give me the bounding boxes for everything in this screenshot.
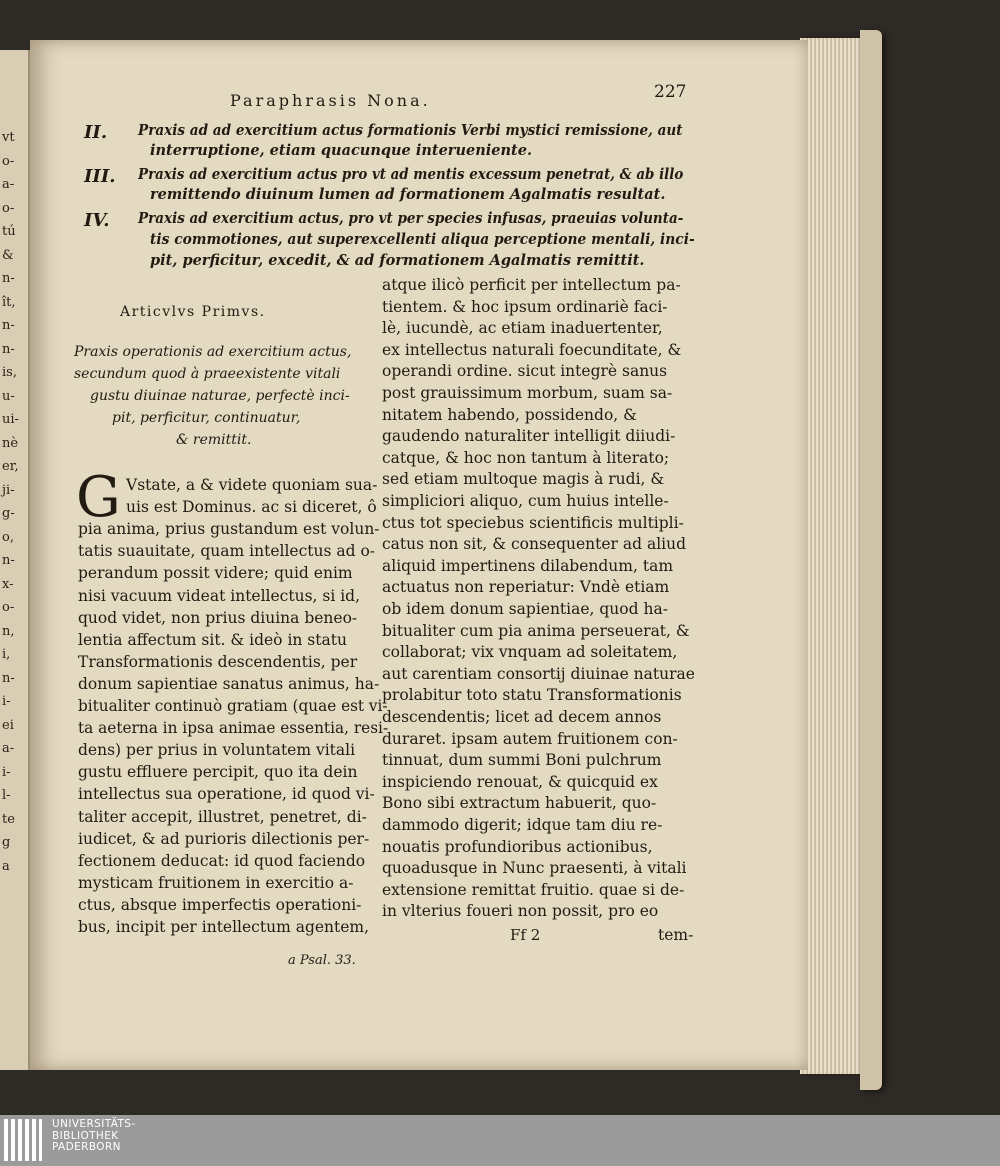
left-page-fragment: n-: [2, 341, 15, 357]
left-page-fragment: n,: [2, 623, 15, 639]
right-column-line: nitatem habendo, possidendo, &: [382, 405, 637, 424]
left-page-fragment: &: [2, 247, 14, 263]
article-subtitle-line: gustu diuinae naturae, perfectè inci-: [90, 388, 350, 404]
left-column-line: fectionem deducat: id quod faciendo: [78, 851, 366, 870]
drop-cap: G: [76, 465, 121, 530]
right-column-line: simpliciori aliquo, cum huius intelle-: [382, 492, 669, 510]
left-column-line: iudicet, & ad purioris dilectionis per-: [78, 829, 370, 848]
page-edges: [800, 38, 862, 1074]
left-page-fragment: nè: [2, 435, 19, 451]
list-number: III.: [84, 166, 116, 187]
library-logo-text: [52, 1119, 136, 1154]
right-column-line: catque, & hoc non tantum à literato;: [382, 448, 670, 467]
right-column-line: descendentis; licet ad decem annos: [382, 708, 662, 726]
left-column-line: gustu effluere percipit, quo ita dein: [78, 763, 358, 782]
right-column-line: tientem. & hoc ipsum ordinariè faci-: [382, 297, 668, 316]
left-page-fragment: i-: [2, 694, 11, 709]
article-heading: Articvlvs Primvs.: [120, 304, 266, 320]
left-page-fragment: i,: [2, 647, 11, 662]
left-column-line: ta aeterna in ipsa animae essentia, resi-: [78, 719, 389, 738]
right-column-line: extensione remittat fruitio. quae si de-: [382, 880, 685, 899]
left-page-fragment: ît,: [2, 294, 16, 310]
left-page-fragment: a: [2, 858, 10, 874]
left-page-edge: [0, 50, 30, 1070]
left-page-fragment: o,: [2, 529, 14, 545]
left-column-line: taliter accepit, illustret, penetret, di-: [78, 807, 367, 826]
library-logo-icon: [4, 1119, 46, 1161]
list-text: remittendo diuinum lumen ad formationem Agalmatis resultat.: [150, 186, 666, 203]
list-number: IV.: [84, 210, 110, 231]
left-page-fragment: n-: [2, 553, 15, 568]
left-column-line: lentia affectum sit. & ideò in statu: [78, 630, 347, 649]
running-title: Paraphrasis Nona.: [230, 91, 431, 110]
right-column-line: Bono sibi extractum habuerit, quo-: [382, 794, 657, 813]
left-page-fragment: ji-: [2, 482, 15, 498]
library-name-line1: UNIVERSITÄTS-: [52, 1118, 136, 1130]
list-number: II.: [84, 122, 108, 143]
left-page-fragment: n-: [2, 670, 15, 686]
left-page-fragment: o-: [2, 200, 15, 216]
right-column-line: catus non sit, & consequenter ad aliud: [382, 535, 687, 554]
left-column-line: quod videt, non prius diuina beneo-: [78, 608, 358, 627]
left-page-fragment: g-: [2, 506, 15, 521]
list-text: pit, perficitur, excedit, & ad formationem Agalmatis remittit.: [150, 252, 645, 269]
right-column-line: quoadusque in Nunc praesenti, à vitali: [382, 859, 687, 878]
right-column-line: prolabitur toto statu Transformationis: [382, 686, 682, 705]
article-subtitle-line: & remittit.: [176, 432, 252, 448]
left-page-fragment: u-: [2, 388, 15, 404]
left-page-fragment: n-: [2, 318, 15, 333]
right-column-line: aliquid impertinens dilabendum, tam: [382, 556, 674, 575]
right-column-line: post grauissimum morbum, suam sa-: [382, 384, 673, 402]
right-column-line: gaudendo naturaliter intelligit diiudi-: [382, 427, 676, 446]
library-footer: [0, 1115, 1000, 1166]
left-page-fragment: a-: [2, 741, 15, 756]
left-page-fragment: o-: [2, 153, 15, 169]
list-text: Praxis ad exercitium actus pro vt ad mentis excessum penetrat, & ab illo: [138, 166, 684, 183]
library-name-line2: BIBLIOTHEK: [52, 1129, 119, 1142]
right-column-line: ob idem donum sapientiae, quod ha-: [382, 600, 668, 618]
left-page-fragment: ei: [2, 717, 14, 733]
list-text: tis commotiones, aut superexcellenti aliqua perceptione mentali, inci-: [150, 231, 695, 248]
signature-mark: Ff 2: [510, 926, 541, 944]
page-number: 227: [654, 82, 687, 102]
left-column-line: uis est Dominus. ac si diceret, ô: [126, 498, 377, 517]
catchword: tem-: [658, 926, 694, 944]
left-column-line: bitualiter continuò gratiam (quae est vi-: [78, 697, 388, 715]
right-column-line: dammodo digerit; idque tam diu re-: [382, 816, 663, 834]
left-column-line: Vstate, a & videte quoniam sua-: [126, 476, 378, 494]
left-column-line: Transformationis descendentis, per: [78, 652, 358, 671]
right-column-line: collaborat; vix vnquam ad soleitatem,: [382, 643, 678, 662]
list-text: Praxis ad ad exercitium actus formationis Verbi mystici remissione, aut: [138, 122, 683, 139]
left-page-fragment: x-: [2, 576, 14, 592]
left-column-line: nisi vacuum videat intellectus, si id,: [78, 586, 361, 605]
right-column-line: tinnuat, dum summi Boni pulchrum: [382, 751, 662, 770]
right-column-line: ex intellectus naturali foecunditate, &: [382, 340, 682, 359]
right-column-line: bitualiter cum pia anima perseuerat, &: [382, 621, 690, 640]
left-column-line: perandum possit videre; quid enim: [78, 564, 353, 583]
left-page-fragment: vt: [2, 130, 15, 145]
left-column-line: mysticam fruitionem in exercitio a-: [78, 873, 354, 892]
right-column-line: actuatus non reperiatur: Vndè etiam: [382, 578, 670, 597]
left-column-line: tatis suauitate, quam intellectus ad o-: [78, 542, 376, 561]
book-page: [30, 40, 808, 1070]
right-column-line: inspiciendo renouat, & quicquid ex: [382, 772, 658, 791]
book-cover-edge: [860, 30, 882, 1090]
library-name-line3: PADERBORN: [52, 1141, 121, 1154]
article-subtitle-line: pit, perficitur, continuatur,: [112, 410, 301, 426]
left-page-fragment: o-: [2, 600, 15, 615]
right-column-line: lè, iucundè, ac etiam inaduertenter,: [382, 319, 663, 338]
left-page-fragment: te: [2, 811, 15, 827]
left-page-fragment: i-: [2, 764, 11, 780]
right-column-line: ctus tot speciebus scientificis multipli-: [382, 513, 684, 532]
article-subtitle-line: Praxis operationis ad exercitium actus,: [74, 344, 352, 360]
left-column-line: intellectus sua operatione, id quod vi-: [78, 785, 375, 804]
left-page-fragment: a-: [2, 177, 15, 192]
left-page-fragment: l-: [2, 788, 11, 803]
right-column-line: duraret. ipsam autem fruitionem con-: [382, 729, 678, 748]
left-column-line: dens) per prius in voluntatem vitali: [78, 741, 356, 760]
left-page-fragment: is,: [2, 365, 17, 380]
right-column-line: operandi ordine. sicut integrè sanus: [382, 362, 668, 381]
list-text: Praxis ad exercitium actus, pro vt per species infusas, praeuias volunta-: [138, 210, 684, 227]
left-page-fragment: ui-: [2, 412, 19, 427]
left-column-line: ctus, absque imperfectis operationi-: [78, 895, 362, 914]
footnote: a Psal. 33.: [288, 953, 356, 968]
left-column-line: donum sapientiae sanatus animus, ha-: [78, 674, 380, 693]
list-text: interruptione, etiam quacunque interueniente.: [150, 142, 533, 159]
right-column-line: atque ilicò perficit per intellectum pa-: [382, 276, 681, 294]
article-subtitle-line: secundum quod à praeexistente vitali: [74, 366, 341, 382]
right-column-line: sed etiam multoque magis à rudi, &: [382, 470, 665, 489]
right-column-line: aut carentiam consortij diuinae naturae: [382, 664, 695, 683]
left-page-fragment: n-: [2, 271, 15, 286]
left-column-line: pia anima, prius gustandum est volun-: [78, 520, 380, 539]
left-page-fragment: tú: [2, 224, 16, 239]
left-column-line: bus, incipit per intellectum agentem,: [78, 918, 370, 936]
right-column-line: nouatis profundioribus actionibus,: [382, 837, 653, 856]
left-page-fragment: g: [2, 835, 11, 850]
right-column-line: in vlterius foueri non possit, pro eo: [382, 902, 659, 921]
left-page-fragment: er,: [2, 459, 19, 474]
